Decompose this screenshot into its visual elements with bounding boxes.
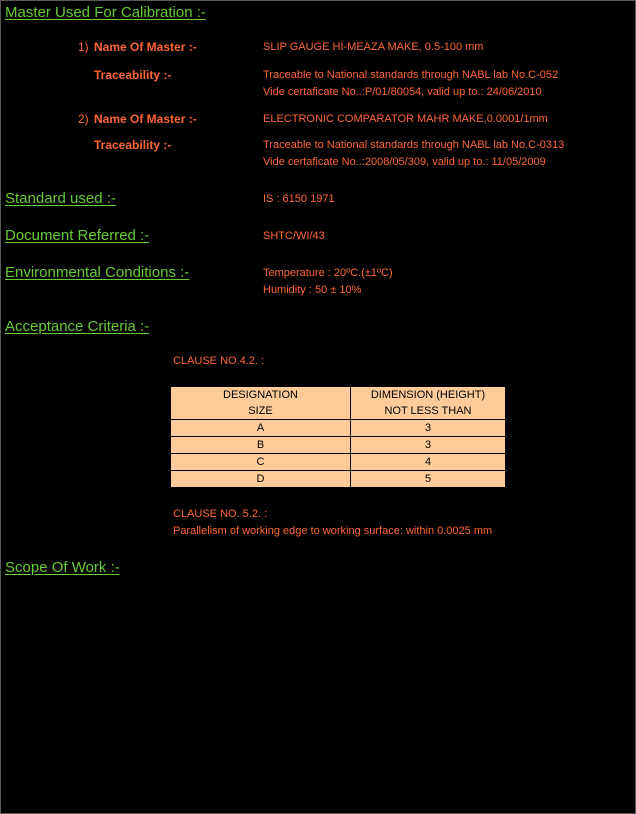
clause-5-2-text: Parallelism of working edge to working surface: within 0.0025 mm xyxy=(173,525,493,537)
acceptance-criteria-table xyxy=(170,386,506,488)
master-2-name-value: ELECTRONIC COMPARATOR MAHR MAKE,0.0001/1mm xyxy=(263,113,548,125)
standard-heading: Standard used :- xyxy=(5,190,116,207)
dimension-cell: 3 xyxy=(351,420,506,437)
acceptance-heading: Acceptance Criteria :- xyxy=(5,318,150,335)
master-1-number: 1) xyxy=(78,40,89,54)
master-heading: Master Used For Calibration :- xyxy=(5,4,206,21)
designation-size-header: DESIGNATION SIZE xyxy=(171,387,351,420)
dimension-height-header: DIMENSION (HEIGHT) NOT LESS THAN xyxy=(351,387,506,420)
master-2-traceability-line1: Traceable to National standards through NABL lab No.C-0313 xyxy=(263,139,565,151)
table-row xyxy=(171,471,506,488)
environment-humidity: Humidity : 50 ± 10% xyxy=(263,284,362,296)
clause-4-2-label: CLAUSE NO.4.2. : xyxy=(173,355,265,367)
master-2-traceability-label: Traceability :- xyxy=(94,138,172,152)
dimension-cell: 3 xyxy=(351,437,506,454)
scope-heading: Scope Of Work :- xyxy=(5,559,120,576)
environment-temperature: Temperature : 20ºC.(±1ºC) xyxy=(263,267,393,279)
master-2-number: 2) xyxy=(78,112,89,126)
master-1-traceability-line1: Traceable to National standards through NABL lab No.C-052 xyxy=(263,69,559,81)
table-row xyxy=(171,420,506,437)
table-row xyxy=(171,437,506,454)
table-header-row xyxy=(171,387,506,420)
size-cell: C xyxy=(171,454,351,471)
size-cell: A xyxy=(171,420,351,437)
document-value: SHTC/WI/43 xyxy=(263,230,325,242)
master-1-name-value: SLIP GAUGE HI-MEAZA MAKE, 0.5-100 mm xyxy=(263,41,484,53)
master-2-traceability-line2: Vide certaficate No..:2008/05/309, valid up to.: 11/05/2009 xyxy=(263,156,546,168)
dimension-cell: 4 xyxy=(351,454,506,471)
table-row xyxy=(171,454,506,471)
master-1-traceability-line2: Vide certaficate No..:P/01/80054, valid up to.: 24/06/2010 xyxy=(263,86,542,98)
master-2-name-label: Name Of Master :- xyxy=(94,112,197,126)
environment-heading: Environmental Conditions :- xyxy=(5,264,190,281)
size-cell: B xyxy=(171,437,351,454)
master-1-traceability-label: Traceability :- xyxy=(94,68,172,82)
document-heading: Document Referred :- xyxy=(5,227,150,244)
size-cell: D xyxy=(171,471,351,488)
standard-value: IS : 6150 1971 xyxy=(263,193,335,205)
clause-5-2-label: CLAUSE NO. 5.2. : xyxy=(173,508,268,520)
dimension-cell: 5 xyxy=(351,471,506,488)
master-1-name-label: Name Of Master :- xyxy=(94,40,197,54)
